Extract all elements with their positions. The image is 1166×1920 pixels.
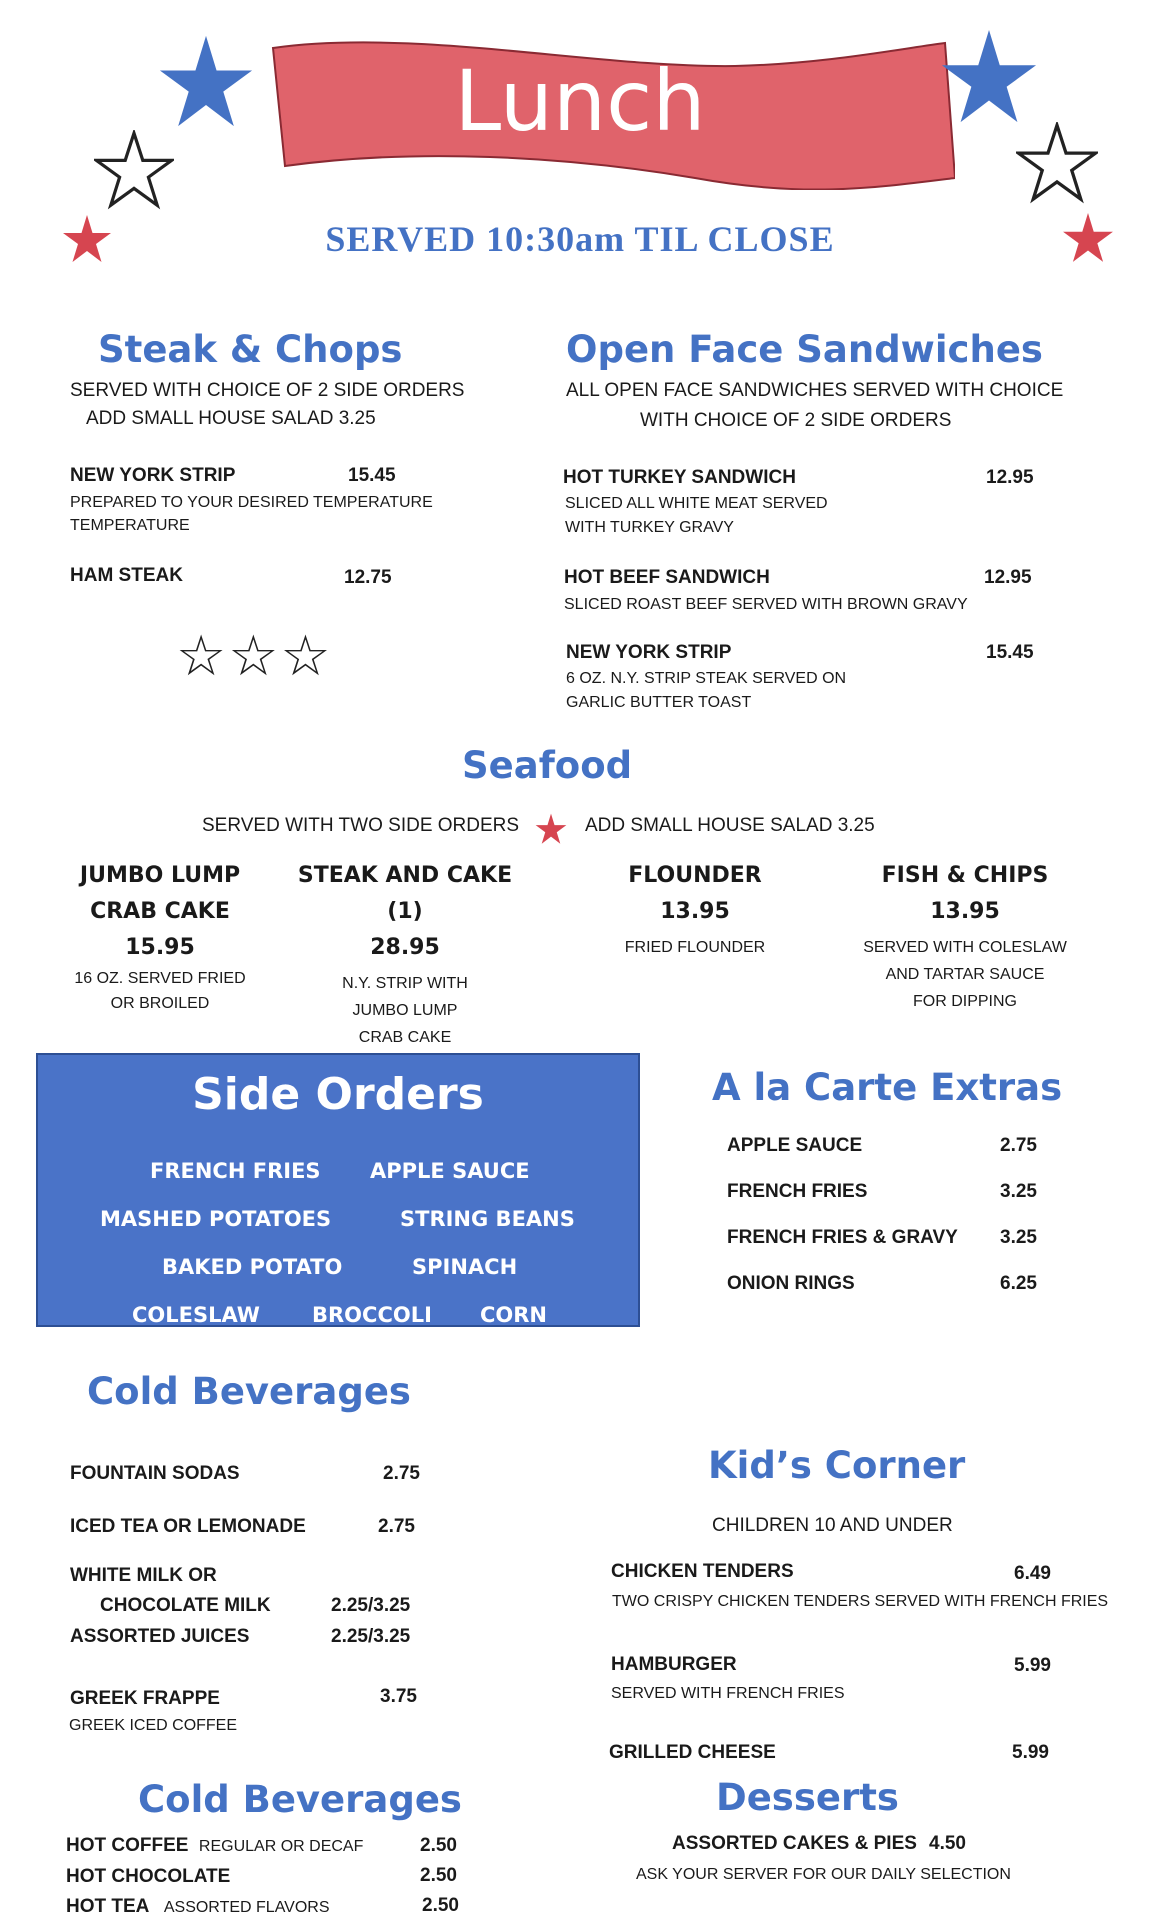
item-description: GREEK ICED COFFEE	[69, 1717, 238, 1734]
item-name: HAM STEAK	[70, 565, 183, 586]
item-price: 2.25/3.25	[331, 1626, 411, 1647]
item-name: NEW YORK STRIP	[70, 465, 236, 486]
side-order-item: BROCCOLI	[312, 1303, 432, 1327]
outline-star-icon	[1016, 122, 1098, 204]
red-star-icon	[1062, 212, 1114, 264]
open-face-note: WITH CHOICE OF 2 SIDE ORDERS	[640, 410, 952, 431]
kids-note: CHILDREN 10 AND UNDER	[712, 1515, 953, 1536]
item-name: CHICKEN TENDERS	[611, 1561, 794, 1582]
item-description: WITH TURKEY GRAVY	[565, 519, 734, 536]
item-description: PREPARED TO YOUR DESIRED TEMPERATURE	[70, 494, 433, 511]
side-order-item: CORN	[480, 1303, 548, 1327]
item-price: 3.25	[1000, 1227, 1037, 1248]
seafood-note: ADD SMALL HOUSE SALAD 3.25	[585, 815, 875, 836]
steak-chops-note: SERVED WITH CHOICE OF 2 SIDE ORDERS	[70, 380, 465, 401]
item-name: HOT TURKEY SANDWICH	[563, 467, 796, 488]
item-price: 5.99	[1012, 1742, 1049, 1763]
item-name: HOT COFFEE	[66, 1835, 189, 1856]
item-name: NEW YORK STRIP	[566, 642, 732, 663]
item-description: 6 OZ. N.Y. STRIP STEAK SERVED ON	[566, 670, 847, 687]
seafood-item-description: AND TARTAR SAUCE	[885, 966, 1045, 983]
red-star-icon	[62, 214, 112, 264]
item-price: 3.75	[380, 1686, 417, 1707]
item-name: HOT TEA	[66, 1896, 150, 1917]
seafood-item-name: FLOUNDER	[628, 863, 762, 888]
red-star-icon	[535, 813, 567, 845]
side-order-item: BAKED POTATO	[162, 1255, 343, 1279]
side-order-item: APPLE SAUCE	[370, 1159, 530, 1183]
steak-chops-title: Steak & Chops	[98, 328, 403, 371]
blue-star-icon	[158, 34, 254, 130]
seafood-note: SERVED WITH TWO SIDE ORDERS	[202, 815, 520, 836]
item-price: 3.25	[1000, 1181, 1037, 1202]
item-name: HAMBURGER	[611, 1654, 737, 1675]
seafood-item-price: 15.95	[125, 935, 195, 960]
seafood-item-description: N.Y. STRIP WITH	[342, 975, 468, 992]
item-price: 2.75	[1000, 1135, 1037, 1156]
item-price: 2.50	[420, 1865, 457, 1886]
item-price: 15.45	[986, 642, 1034, 663]
item-price: 2.50	[422, 1895, 459, 1916]
item-price: 12.95	[984, 567, 1032, 588]
item-description: TEMPERATURE	[70, 517, 190, 534]
seafood-item-name: FISH & CHIPS	[881, 863, 1049, 888]
item-name: ASSORTED CAKES & PIES	[672, 1833, 917, 1854]
seafood-item-name: JUMBO LUMP	[79, 863, 241, 888]
seafood-item-price: 13.95	[930, 899, 1000, 924]
item-price: 4.50	[929, 1833, 966, 1854]
item-name: ONION RINGS	[727, 1273, 855, 1294]
side-order-item: SPINACH	[412, 1255, 518, 1279]
item-price: 15.45	[348, 465, 396, 486]
item-name: FRENCH FRIES	[727, 1181, 868, 1202]
item-price: 12.95	[986, 467, 1034, 488]
item-price: 2.75	[378, 1516, 415, 1537]
served-hours: SERVED 10:30am TIL CLOSE	[325, 219, 835, 259]
seafood-item-name: CRAB CAKE	[90, 899, 230, 924]
item-name: APPLE SAUCE	[727, 1135, 863, 1156]
seafood-item-price: 13.95	[660, 899, 730, 924]
item-price: 12.75	[344, 567, 392, 588]
a-la-carte-title: A la Carte Extras	[712, 1066, 1063, 1109]
cold-beverages-title: Cold Beverages	[87, 1370, 411, 1413]
kids-corner-title: Kid’s Corner	[708, 1444, 966, 1487]
side-order-item: STRING BEANS	[400, 1207, 575, 1231]
item-description: REGULAR OR DECAF	[198, 1838, 364, 1855]
item-description: TWO CRISPY CHICKEN TENDERS SERVED WITH FRENCH FRIES	[612, 1593, 1109, 1610]
item-name: HOT BEEF SANDWICH	[564, 567, 770, 588]
item-price: 2.75	[383, 1463, 420, 1484]
side-order-item: MASHED POTATOES	[100, 1207, 332, 1231]
item-description: GARLIC BUTTER TOAST	[566, 694, 752, 711]
item-name: ASSORTED JUICES	[70, 1626, 250, 1647]
item-name: GRILLED CHEESE	[609, 1742, 776, 1763]
item-description: SLICED ALL WHITE MEAT SERVED	[565, 495, 828, 512]
hot-beverages-title: Cold Beverages	[138, 1778, 462, 1821]
item-price: 6.25	[1000, 1273, 1037, 1294]
item-price: 6.49	[1014, 1563, 1051, 1584]
side-order-item: COLESLAW	[132, 1303, 260, 1327]
seafood-item-description: 16 OZ. SERVED FRIED	[74, 970, 246, 987]
dessert-note: ASK YOUR SERVER FOR OUR DAILY SELECTION	[636, 1866, 1011, 1883]
side-order-item: FRENCH FRIES	[150, 1159, 321, 1183]
seafood-item-description: FOR DIPPING	[912, 993, 1017, 1010]
open-face-note: ALL OPEN FACE SANDWICHES SERVED WITH CHOICE	[566, 380, 1064, 401]
desserts-title: Desserts	[716, 1776, 899, 1819]
seafood-item-name: STEAK AND CAKE (1)	[297, 863, 513, 924]
item-name: ICED TEA OR LEMONADE	[70, 1516, 306, 1537]
item-price: 5.99	[1014, 1655, 1051, 1676]
seafood-item-description: JUMBO LUMP	[352, 1002, 458, 1019]
outline-star-icon	[94, 130, 174, 210]
item-name: HOT CHOCOLATE	[66, 1866, 231, 1887]
open-face-title: Open Face Sandwiches	[566, 328, 1043, 371]
item-name: FOUNTAIN SODAS	[70, 1463, 240, 1484]
item-name: WHITE MILK OR	[70, 1565, 217, 1586]
item-name: FRENCH FRIES & GRAVY	[727, 1227, 958, 1248]
menu-title: Lunch	[454, 52, 706, 150]
item-description: ASSORTED FLAVORS	[163, 1899, 330, 1916]
seafood-item-price: 28.95	[370, 935, 440, 960]
outline-stars-icon: ☆☆☆	[176, 624, 333, 687]
item-description: SLICED ROAST BEEF SERVED WITH BROWN GRAVY	[564, 596, 968, 613]
seafood-item-description: CRAB CAKE	[358, 1029, 452, 1046]
item-description: SERVED WITH FRENCH FRIES	[611, 1685, 845, 1702]
side-orders-title: Side Orders	[192, 1069, 484, 1120]
blue-star-icon	[940, 28, 1038, 126]
item-name: GREEK FRAPPE	[70, 1688, 220, 1709]
seafood-item-description: OR BROILED	[110, 995, 210, 1012]
item-name: CHOCOLATE MILK	[100, 1595, 271, 1616]
side-orders-panel	[36, 1053, 640, 1327]
item-price: 2.25/3.25	[331, 1595, 411, 1616]
seafood-title: Seafood	[462, 744, 633, 787]
seafood-item-description: FRIED FLOUNDER	[624, 939, 766, 956]
item-price: 2.50	[420, 1835, 457, 1856]
seafood-item-description: SERVED WITH COLESLAW	[863, 939, 1067, 956]
steak-chops-note: ADD SMALL HOUSE SALAD 3.25	[86, 408, 376, 429]
